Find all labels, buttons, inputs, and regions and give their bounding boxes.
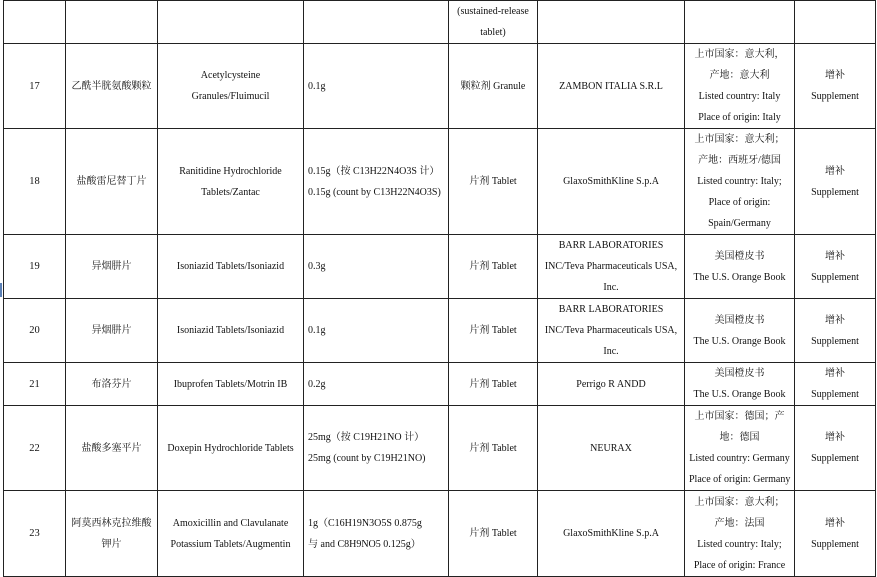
- cell-spec: [304, 44, 449, 129]
- cell-source: [685, 235, 795, 299]
- note-line: 增补: [825, 165, 845, 177]
- source-line: 地：德国: [719, 432, 760, 443]
- note-line: 增补: [825, 368, 845, 379]
- source-line: 产地：西班牙/德国: [698, 155, 781, 166]
- holder-line: Inc.: [603, 346, 619, 357]
- cell-cn-name: [66, 491, 158, 577]
- cell-spec: [304, 363, 449, 406]
- cell-num: 20: [4, 299, 66, 363]
- en-name-line: Granules/Fluimucil: [191, 91, 270, 102]
- cell-note: [795, 235, 876, 299]
- table-row: [4, 235, 876, 299]
- cell-cn-name: 盐酸雷尼替丁片: [66, 129, 158, 235]
- form-line: (sustained-release: [457, 6, 529, 17]
- cell-en-name: [158, 1, 304, 44]
- cell-num: 17: [4, 44, 66, 129]
- cn-name-line: 钾片: [101, 538, 122, 550]
- holder-line: ZAMBON ITALIA S.R.L: [559, 80, 663, 92]
- cell-en-name: [158, 406, 304, 491]
- cell-en-name: [158, 363, 304, 406]
- cell-spec: [304, 299, 449, 363]
- en-name-line: Isoniazid Tablets/Isoniazid: [176, 261, 285, 272]
- cell-source: [685, 491, 795, 577]
- source-line: 上市国家：德国；产: [694, 411, 785, 422]
- cell-holder: [538, 491, 685, 577]
- cell-num: 22: [4, 406, 66, 491]
- cell-source: [685, 299, 795, 363]
- holder-line: NEURAX: [590, 442, 632, 454]
- holder-line: INC/Teva Pharmaceuticals USA,: [544, 261, 678, 272]
- cell-cn-name: 盐酸多塞平片: [66, 406, 158, 491]
- source-line: Place of origin: France: [693, 559, 786, 571]
- en-name-line: Amoxicillin and Clavulanate: [172, 517, 289, 529]
- spec-line: 0.15g (count by C13H22N4O3S): [308, 186, 441, 198]
- table-row: [4, 44, 876, 129]
- holder-line: GlaxoSmithKline S.p.A: [563, 176, 659, 187]
- spec-line: 0.1g: [308, 80, 326, 92]
- table-row: [4, 406, 876, 491]
- table-row-continued: [4, 1, 876, 44]
- spec-line: 0.3g: [308, 261, 326, 272]
- cell-form: 片剂 Tablet: [449, 363, 538, 406]
- source-line: Listed country: Italy;: [697, 176, 782, 187]
- en-name-line: Tablets/Zantac: [201, 186, 260, 198]
- cell-en-name: [158, 129, 304, 235]
- note-line: Supplement: [811, 271, 859, 283]
- cell-en-name: [158, 491, 304, 577]
- note-line: 增补: [825, 517, 845, 529]
- holder-line: Perrigo R ANDD: [576, 378, 646, 390]
- table-row: [4, 363, 876, 406]
- spec-line: 0.15g（按 C13H22N4O3S 计）: [308, 165, 440, 177]
- source-line: Place of origin: Italy: [698, 112, 781, 123]
- cell-source: [685, 129, 795, 235]
- cell-cn-name: [66, 1, 158, 44]
- table-row: [4, 129, 876, 235]
- source-line: Listed country: Italy: [698, 91, 781, 102]
- cell-spec: [304, 235, 449, 299]
- holder-line: GlaxoSmithKline S.p.A: [563, 528, 659, 539]
- cell-form: 片剂 Tablet: [449, 129, 538, 235]
- spec-line: 25mg (count by C19H21NO): [308, 453, 426, 464]
- note-line: Supplement: [811, 91, 859, 102]
- cell-form: 片剂 Tablet: [449, 406, 538, 491]
- cell-note: [795, 1, 876, 44]
- note-line: Supplement: [811, 186, 859, 198]
- cell-en-name: [158, 44, 304, 129]
- cell-num: 19: [4, 235, 66, 299]
- en-name-line: Ibuprofen Tablets/Motrin IB: [173, 378, 288, 390]
- source-line: The U.S. Orange Book: [693, 271, 786, 283]
- spec-line: 0.2g: [308, 378, 326, 390]
- cell-en-name: [158, 299, 304, 363]
- cell-note: [795, 299, 876, 363]
- cell-en-name: [158, 235, 304, 299]
- holder-line: Inc.: [603, 282, 619, 293]
- cell-source: [685, 363, 795, 406]
- en-name-line: Acetylcysteine: [200, 70, 261, 81]
- note-line: 增补: [825, 432, 845, 443]
- spec-line: 1g（C16H19N3O5S 0.875g: [308, 517, 422, 529]
- drug-list-table: [3, 0, 876, 577]
- note-line: Supplement: [811, 335, 859, 347]
- cell-source: [685, 44, 795, 129]
- cell-form: [449, 1, 538, 44]
- cell-note: [795, 44, 876, 129]
- en-name-line: Isoniazid Tablets/Isoniazid: [176, 325, 285, 336]
- note-line: 增补: [825, 250, 845, 262]
- table-row: [4, 299, 876, 363]
- spec-line: 25mg（按 C19H21NO 计）: [308, 432, 425, 443]
- holder-line: INC/Teva Pharmaceuticals USA,: [544, 325, 678, 336]
- note-line: Supplement: [811, 453, 859, 464]
- holder-line: BARR LABORATORIES: [558, 304, 664, 315]
- cell-num: 18: [4, 129, 66, 235]
- cell-note: [795, 363, 876, 406]
- cell-spec: [304, 129, 449, 235]
- cell-holder: [538, 363, 685, 406]
- cell-note: [795, 491, 876, 577]
- cell-num: 23: [4, 491, 66, 577]
- source-line: Listed country: Italy;: [697, 538, 782, 550]
- en-name-line: Potassium Tablets/Augmentin: [170, 538, 291, 550]
- en-name-line: Doxepin Hydrochloride Tablets: [167, 442, 294, 454]
- holder-line: BARR LABORATORIES: [558, 240, 664, 251]
- cell-source: [685, 1, 795, 44]
- cell-holder: [538, 44, 685, 129]
- source-line: 美国橙皮书: [714, 368, 765, 379]
- cn-name-line: 阿莫西林克拉维酸: [71, 517, 152, 529]
- note-line: Supplement: [811, 389, 859, 400]
- cell-holder: [538, 235, 685, 299]
- cell-holder: [538, 1, 685, 44]
- source-line: 上市国家：意大利；: [694, 134, 785, 145]
- note-line: 增补: [825, 70, 845, 81]
- cell-holder: [538, 406, 685, 491]
- source-line: The U.S. Orange Book: [693, 335, 786, 347]
- form-line: tablet): [480, 27, 506, 38]
- cell-form: 颗粒剂 Granule: [449, 44, 538, 129]
- cell-spec: [304, 1, 449, 44]
- cell-form: 片剂 Tablet: [449, 491, 538, 577]
- cell-holder: [538, 299, 685, 363]
- source-line: 上市国家：意大利，: [694, 49, 785, 60]
- cell-cn-name: 异烟肼片: [66, 235, 158, 299]
- cell-form: 片剂 Tablet: [449, 235, 538, 299]
- cell-note: [795, 129, 876, 235]
- cell-source: [685, 406, 795, 491]
- page-edge-marker: [0, 283, 2, 297]
- source-line: 美国橙皮书: [714, 250, 765, 262]
- note-line: 增补: [825, 314, 845, 326]
- note-line: Supplement: [811, 538, 859, 550]
- cell-num: [4, 1, 66, 44]
- cell-num: 21: [4, 363, 66, 406]
- source-line: Listed country: Germany: [689, 453, 790, 464]
- source-line: Place of origin:: [708, 197, 771, 208]
- source-line: 美国橙皮书: [714, 314, 765, 326]
- cell-holder: [538, 129, 685, 235]
- spec-line: 0.1g: [308, 325, 326, 336]
- source-line: Spain/Germany: [708, 218, 771, 229]
- cell-cn-name: 布洛芬片: [66, 363, 158, 406]
- cell-form: 片剂 Tablet: [449, 299, 538, 363]
- source-line: 产地：法国: [714, 517, 765, 529]
- cell-spec: [304, 406, 449, 491]
- source-line: Place of origin: Germany: [689, 474, 791, 485]
- source-line: The U.S. Orange Book: [693, 389, 786, 400]
- cell-cn-name: 异烟肼片: [66, 299, 158, 363]
- source-line: 上市国家：意大利；: [694, 496, 785, 508]
- cell-note: [795, 406, 876, 491]
- spec-line: 与 and C8H9NO5 0.125g）: [308, 538, 421, 550]
- cell-cn-name: 乙酰半胱氨酸颗粒: [66, 44, 158, 129]
- table-row: [4, 491, 876, 577]
- cell-spec: [304, 491, 449, 577]
- en-name-line: Ranitidine Hydrochloride: [179, 165, 282, 177]
- source-line: 产地：意大利: [709, 70, 770, 81]
